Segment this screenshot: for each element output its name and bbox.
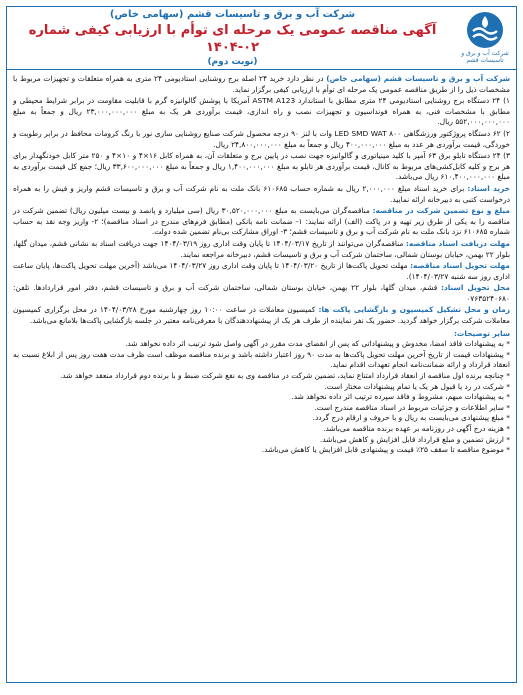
note-item: * مبلغ پیشنهادی می‌بایست به ریال و با حروف و ارقام درج گردد. [312,413,510,423]
tender-notice [6,6,517,683]
notice-title: آگهی مناقصه عمومی یک مرحله ای توأم با ارزیابی کیفی شماره ۰۲-۱۴۰۴ [28,23,437,55]
note-item: * هزینه درج آگهی در روزنامه بر عهده برنده مناقصه می‌باشد. [323,424,510,433]
company-logo [458,10,512,66]
company-name: شرکت آب و برق و تاسیسات قشم (سهامی خاص) [109,9,356,20]
notice-header [7,7,516,70]
opening-session: زمان و محل تشکیل کمیسیون و بازگشایی پاکت ها: کمیسیون معاملات در ساعت ۱۰:۰۰ روز چهارشنبه مورخ ۱۴۰۴/۰۳/۲۸ در محل برگزاری کمیسیون معاملات شرکت برگزار خواهد گردید. حضور یک نفر نماینده از طرف هر یک از پیشنهاددهندگان با معرفی‌نامه معتبر در جلسه بازگشایی پاکت‌ها بلامانع می‌باشد. [13,305,510,326]
notice-body [7,70,516,456]
submission-deadline: مهلت تحویل اسناد مناقصه: مهلت تحویل پاکت‌ها از تاریخ ۱۴۰۴/۰۳/۲۰ تا پایان وقت اداری روز ۱۴۰۴/۰۳/۲۷ می‌باشد (آخرین مهلت تحویل پاکت‌ها، پایان ساعت اداری روز سه شنبه ۱۴۰۴/۰۳/۲۷). [13,261,510,281]
item-1: ۱) ۲۴ دستگاه برج روشنایی استادیومی ۲۴ متری مطابق با استاندارد ASTM A123 آمریکا با پوشش گالوانیزه گرم با قابلیت مقاومت در برابر شرایط محیطی و مطابق با مشخصات فنی، به همراه فونداسیون و تجهیزات نصب و راه اندازی، قیمت برآوردی هر یک به مبلغ ۲۳,۰۰۰,۰۰۰,۰۰۰ ریال و جمعاً به مبلغ ۵۵۲,۰۰۰,۰۰۰,۰۰۰ ریال. [13,96,510,127]
docs-deadline: مهلت دریافت اسناد مناقصه: مناقصه‌گران می‌توانند از تاریخ ۱۴۰۴/۰۳/۱۷ تا پایان وقت اداری روز ۱۴۰۴/۰۳/۱۹ جهت دریافت اسناد به نشانی قشم، میدان گلها، بلوار ۲۲ بهمن، خیابان بوستان شمالی، ساختمان شرکت آب و برق و تاسیسات قشم، دبیرخانه مراجعه نمایند. [13,238,510,259]
docs-purchase: خرید اسناد: برای خرید اسناد مبلغ ۲,۰۰۰,۰۰۰ ریال به شماره حساب ۶۱۰۶۸۵ بانک ملت به نام شرکت آب و برق و تاسیسات قشم واریز و فیش را به همراه درخواست کتبی به دبیرخانه ارائه نمایید. [13,183,510,204]
guarantee: مبلغ و نوع تضمین شرکت در مناقصه: مناقصه‌گران می‌بایست به مبلغ ۳۰,۵۲۰,۰۰۰,۰۰۰ ریال (سی میلیارد و پانصد و بیست میلیون ریال) تضمین شرکت در مناقصه را به یکی از طرق زیر تهیه و در پاکت (الف) ارائه نمایند: ۱- ضمانت نامه بانکی (مطابق فرم‌های مندرج در اسناد مناقصه)؛ ۲- واریز وجه نقد به حساب شماره ۶۱۰۶۸۵ نزد بانک ملت به نام شرکت آب و برق و تاسیسات قشم؛ ۳- اوراق مشارکت بی‌نام تضمین شده دولت. [13,206,511,237]
intro-paragraph: شرکت آب و برق و تاسیسات قشم (سهامی خاص) در نظر دارد خرید ۲۴ اصله برج روشنایی استادیومی ۲۴ متری به همراه متعلقات و تجهیزات مربوط با مشخصات ذیل را از طریق مناقصه عمومی یک مرحله ای توأم با ارزیابی کیفی برگزار نماید. [13,74,511,94]
note-item: * به پیشنهادات فاقد امضا، مخدوش و پیشنهاداتی که پس از انقضای مدت مقرر در آگهی واصل شود ترتیب اثر داده نخواهد شد. [125,339,510,349]
logo-caption: شرکت آب و برق و تاسیسات قشم [461,50,509,64]
note-item: * سایر اطلاعات و جزئیات مربوط در اسناد مناقصه مندرج است. [314,402,510,412]
item-3: ۳) ۲۴ دستگاه تابلو برق ۶۳ آمپر با کلید مینیاتوری و گالوانیزه جهت نصب در پایین برج و متعلقات آن، به همراه کابل ۱۶×۴ و ۱۰×۴ و ۲۵۰ متر کابل خودنگهدار برای هر برج و کلیه کابل‌کشی‌های مربوط به کانال، قیمت برآوردی هر تابلو به مبلغ ۱,۴۰۰,۰۰۰,۰۰۰ ریال و جمعاً به مبلغ ۳۳,۶۰۰,۰۰۰,۰۰۰ ریال؛ جمع کل قیمت برآوردی به مبلغ ۶۱۰,۴۰۰,۰۰۰,۰۰۰ ریال می‌باشد. [13,151,510,182]
item-2: ۲) ۶۲ دستگاه پروژکتور ورزشگاهی LED SMD WAT ۸۰۰ وات با لنز ۹۰ درجه محصول شرکت صنایع روشنایی سازی نور با رنگ کرومات محافظ در برابر رطوبت و خوردگی، قیمت برآوردی هر عدد به مبلغ ۴۰۰,۰۰۰,۰۰۰ ریال و جمعاً به مبلغ ۲۴,۸۰۰,۰۰۰,۰۰۰ ریال. [13,128,511,149]
note-item: * چنانچه برنده اول مناقصه از انعقاد قرارداد امتناع نماید، تضمین شرکت در مناقصه وی به نفع شرکت ضبط و با برنده دوم قرارداد منعقد خواهد شد. [59,371,510,381]
note-item: * موضوع مناقصه تا سقف ۲۵٪ قیمت و پیشنهادی قابل افزایش یا کاهش می‌باشد. [261,445,510,455]
notice-turn: (نوبت دوم) [207,57,258,67]
delivery-place: محل تحویل اسناد: قشم، میدان گلها، بلوار ۲۲ بهمن، خیابان بوستان شمالی، ساختمان شرکت آب و برق و تاسیسات قشم، دفتر امور قراردادها. تلفن: ۰۷۶۳۵۲۴۰۶۸۰ [13,283,510,303]
note-item: * به پیشنهادات مبهم، مشروط و فاقد سپرده ترتیب اثر داده نخواهد شد. [291,392,510,402]
water-drop-logo-icon [465,10,505,50]
note-item: * پیشنهادات قیمت از تاریخ آخرین مهلت تحویل پاکت‌ها به مدت ۹۰ روز اعتبار داشته باشد و برنده مناقصه موظف است ظرف مدت هفت روز پس از ابلاغ نسبت به انعقاد قرارداد و ارائه ضمانت‌نامه انجام تعهدات اقدام نماید. [13,349,510,370]
notes-title: سایر توضیحات: [453,328,510,338]
notes-list [13,339,510,456]
note-item: * ارزش تضمین و مبلغ قرارداد قابل افزایش و کاهش می‌باشد. [319,434,510,444]
note-item: * شرکت در رد یا قبول هر یک یا تمام پیشنهادات مختار است. [324,381,510,391]
